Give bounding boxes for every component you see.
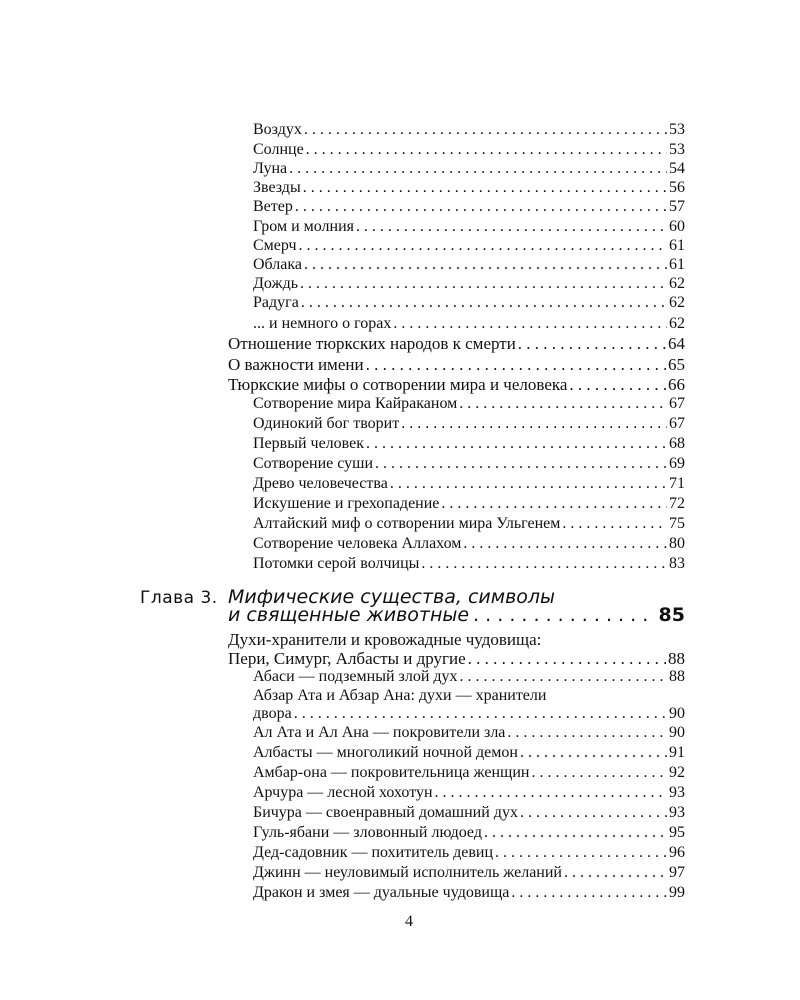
toc-section: Отношение тюркских народов к смерти . . . 64 [228,334,685,354]
toc-entry: Древо человечества . . . 71 [253,475,685,495]
toc-entry: Радуга . . . 62 [253,294,685,314]
toc-section-title: Духи-хранители и кровожадные чудовища: [228,630,542,649]
toc-entry: Ветер . . . 57 [253,198,685,218]
toc-entry: Сотворение человека Аллахом . . . 80 [253,535,685,555]
toc-entry-line1: Абзар Ата и Абзар Ана: духи — хранители [253,687,547,704]
chapter-title: Мифические существа, символы [228,586,556,608]
chapter-label: Глава 3. [140,588,218,608]
toc-entry: Албасты — многоликий ночной демон . . . 91 [253,744,685,764]
toc-entry: двора . . . 90 [253,705,685,725]
toc-entry: Ал Ата и Ал Ана — покровители зла . . . 90 [253,724,685,744]
toc-entry: Абаси — подземный злой дух . . . 88 [253,668,685,688]
toc-entry: ... и немного о горах . . . 62 [253,315,685,335]
toc-entry: Сотворение суши . . . 69 [253,455,685,475]
toc-entry: Дракон и змея — дуальные чудовища . . . 99 [253,884,685,904]
toc-entry: Гуль-ябани — зловонный людоед . . . 95 [253,824,685,844]
toc-section: Пери, Симург, Албасты и другие . . . 88 [228,649,685,669]
toc-entry: Алтайский миф о сотворении мира Ульгенем . . . 75 [253,515,685,535]
toc-entry: Солнце . . . 53 [253,141,685,161]
toc-entry: Первый человек . . . 68 [253,435,685,455]
toc-entry: Амбар-она — покровительница женщин . . . 92 [253,764,685,784]
toc-section: Тюркские мифы о сотворении мира и человека . . . 66 [228,375,685,395]
toc-entry: Арчура — лесной хохотун . . . 93 [253,784,685,804]
toc-entry: Искушение и грехопадение . . . 72 [253,495,685,515]
toc-entry: Гром и молния . . . 60 [253,218,685,238]
toc-entry: Луна . . . 54 [253,160,685,180]
chapter-title-line2: и священные животные . . . 85 [228,604,685,628]
toc-entry: Звезды . . . 56 [253,179,685,199]
toc-entry: Облака . . . 61 [253,256,685,276]
toc-entry: Одинокий бог творит . . . 67 [253,415,685,435]
toc-section: О важности имени . . . 65 [228,355,685,375]
toc-entry: Потомки серой волчицы . . . 83 [253,555,685,575]
toc-entry: Джинн — неуловимый исполнитель желаний . . . 97 [253,864,685,884]
toc-entry: Смерч . . . 61 [253,237,685,257]
page-number: 4 [405,913,413,930]
toc-entry: Дед-садовник — похититель девиц . . . 96 [253,844,685,864]
toc-entry: Воздух . . . 53 [253,121,685,141]
toc-entry: Бичура — своенравный домашний дух . . . 93 [253,804,685,824]
toc-entry: Дождь . . . 62 [253,275,685,295]
toc-entry: Сотворение мира Кайраканом . . . 67 [253,395,685,415]
